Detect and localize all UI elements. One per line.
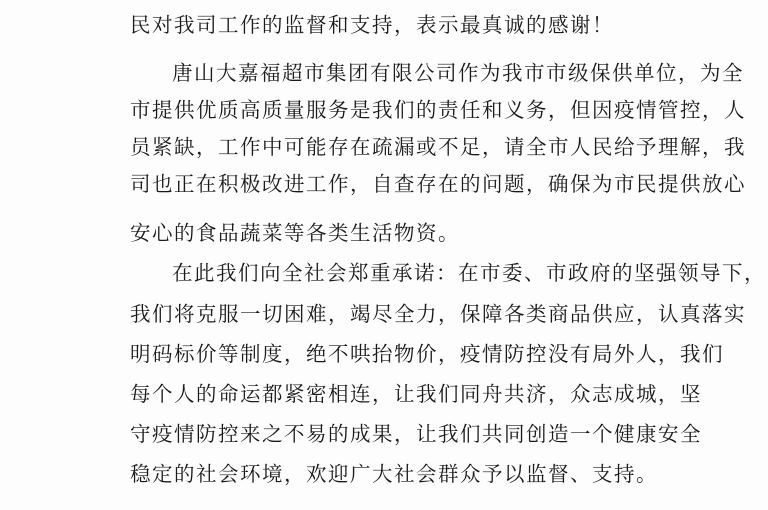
paragraph-2-line-1: 在此我们向全社会郑重承诺：在市委、市政府的坚强领导下， (172, 261, 766, 285)
paragraph-1-line-3: 员紧缺，工作中可能存在疏漏或不足，请全市人民给予理解，我 (130, 135, 746, 159)
paragraph-2-line-5: 守疫情防控来之不易的成果，让我们共同创造一个健康安全 (130, 422, 702, 446)
cropped-next-line (172, 498, 592, 510)
paragraph-1-line-5: 安心的食品蔬菜等各类生活物资。 (130, 221, 460, 245)
paragraph-1-line-1: 唐山大嘉福超市集团有限公司作为我市市级保供单位，为全 (172, 61, 744, 85)
cropped-previous-line (130, 0, 640, 2)
paragraph-2-line-4: 每个人的命运都紧密相连，让我们同舟共济，众志成城，坚 (130, 382, 702, 406)
text-line-1: 民对我司工作的监督和支持，表示最真诚的感谢！ (130, 13, 614, 37)
paragraph-2-line-6: 稳定的社会环境，欢迎广大社会群众予以监督、支持。 (130, 462, 658, 486)
paragraph-2-line-2: 我们将克服一切困难，竭尽全力，保障各类商品供应，认真落实 (130, 302, 746, 326)
paragraph-2-line-3: 明码标价等制度，绝不哄抬物价，疫情防控没有局外人，我们 (130, 342, 724, 366)
paragraph-1-line-2: 市提供优质高质量服务是我们的责任和义务，但因疫情管控，人 (130, 98, 746, 122)
paragraph-1-line-4: 司也正在积极改进工作，自查存在的问题，确保为市民提供放心 (130, 172, 746, 196)
